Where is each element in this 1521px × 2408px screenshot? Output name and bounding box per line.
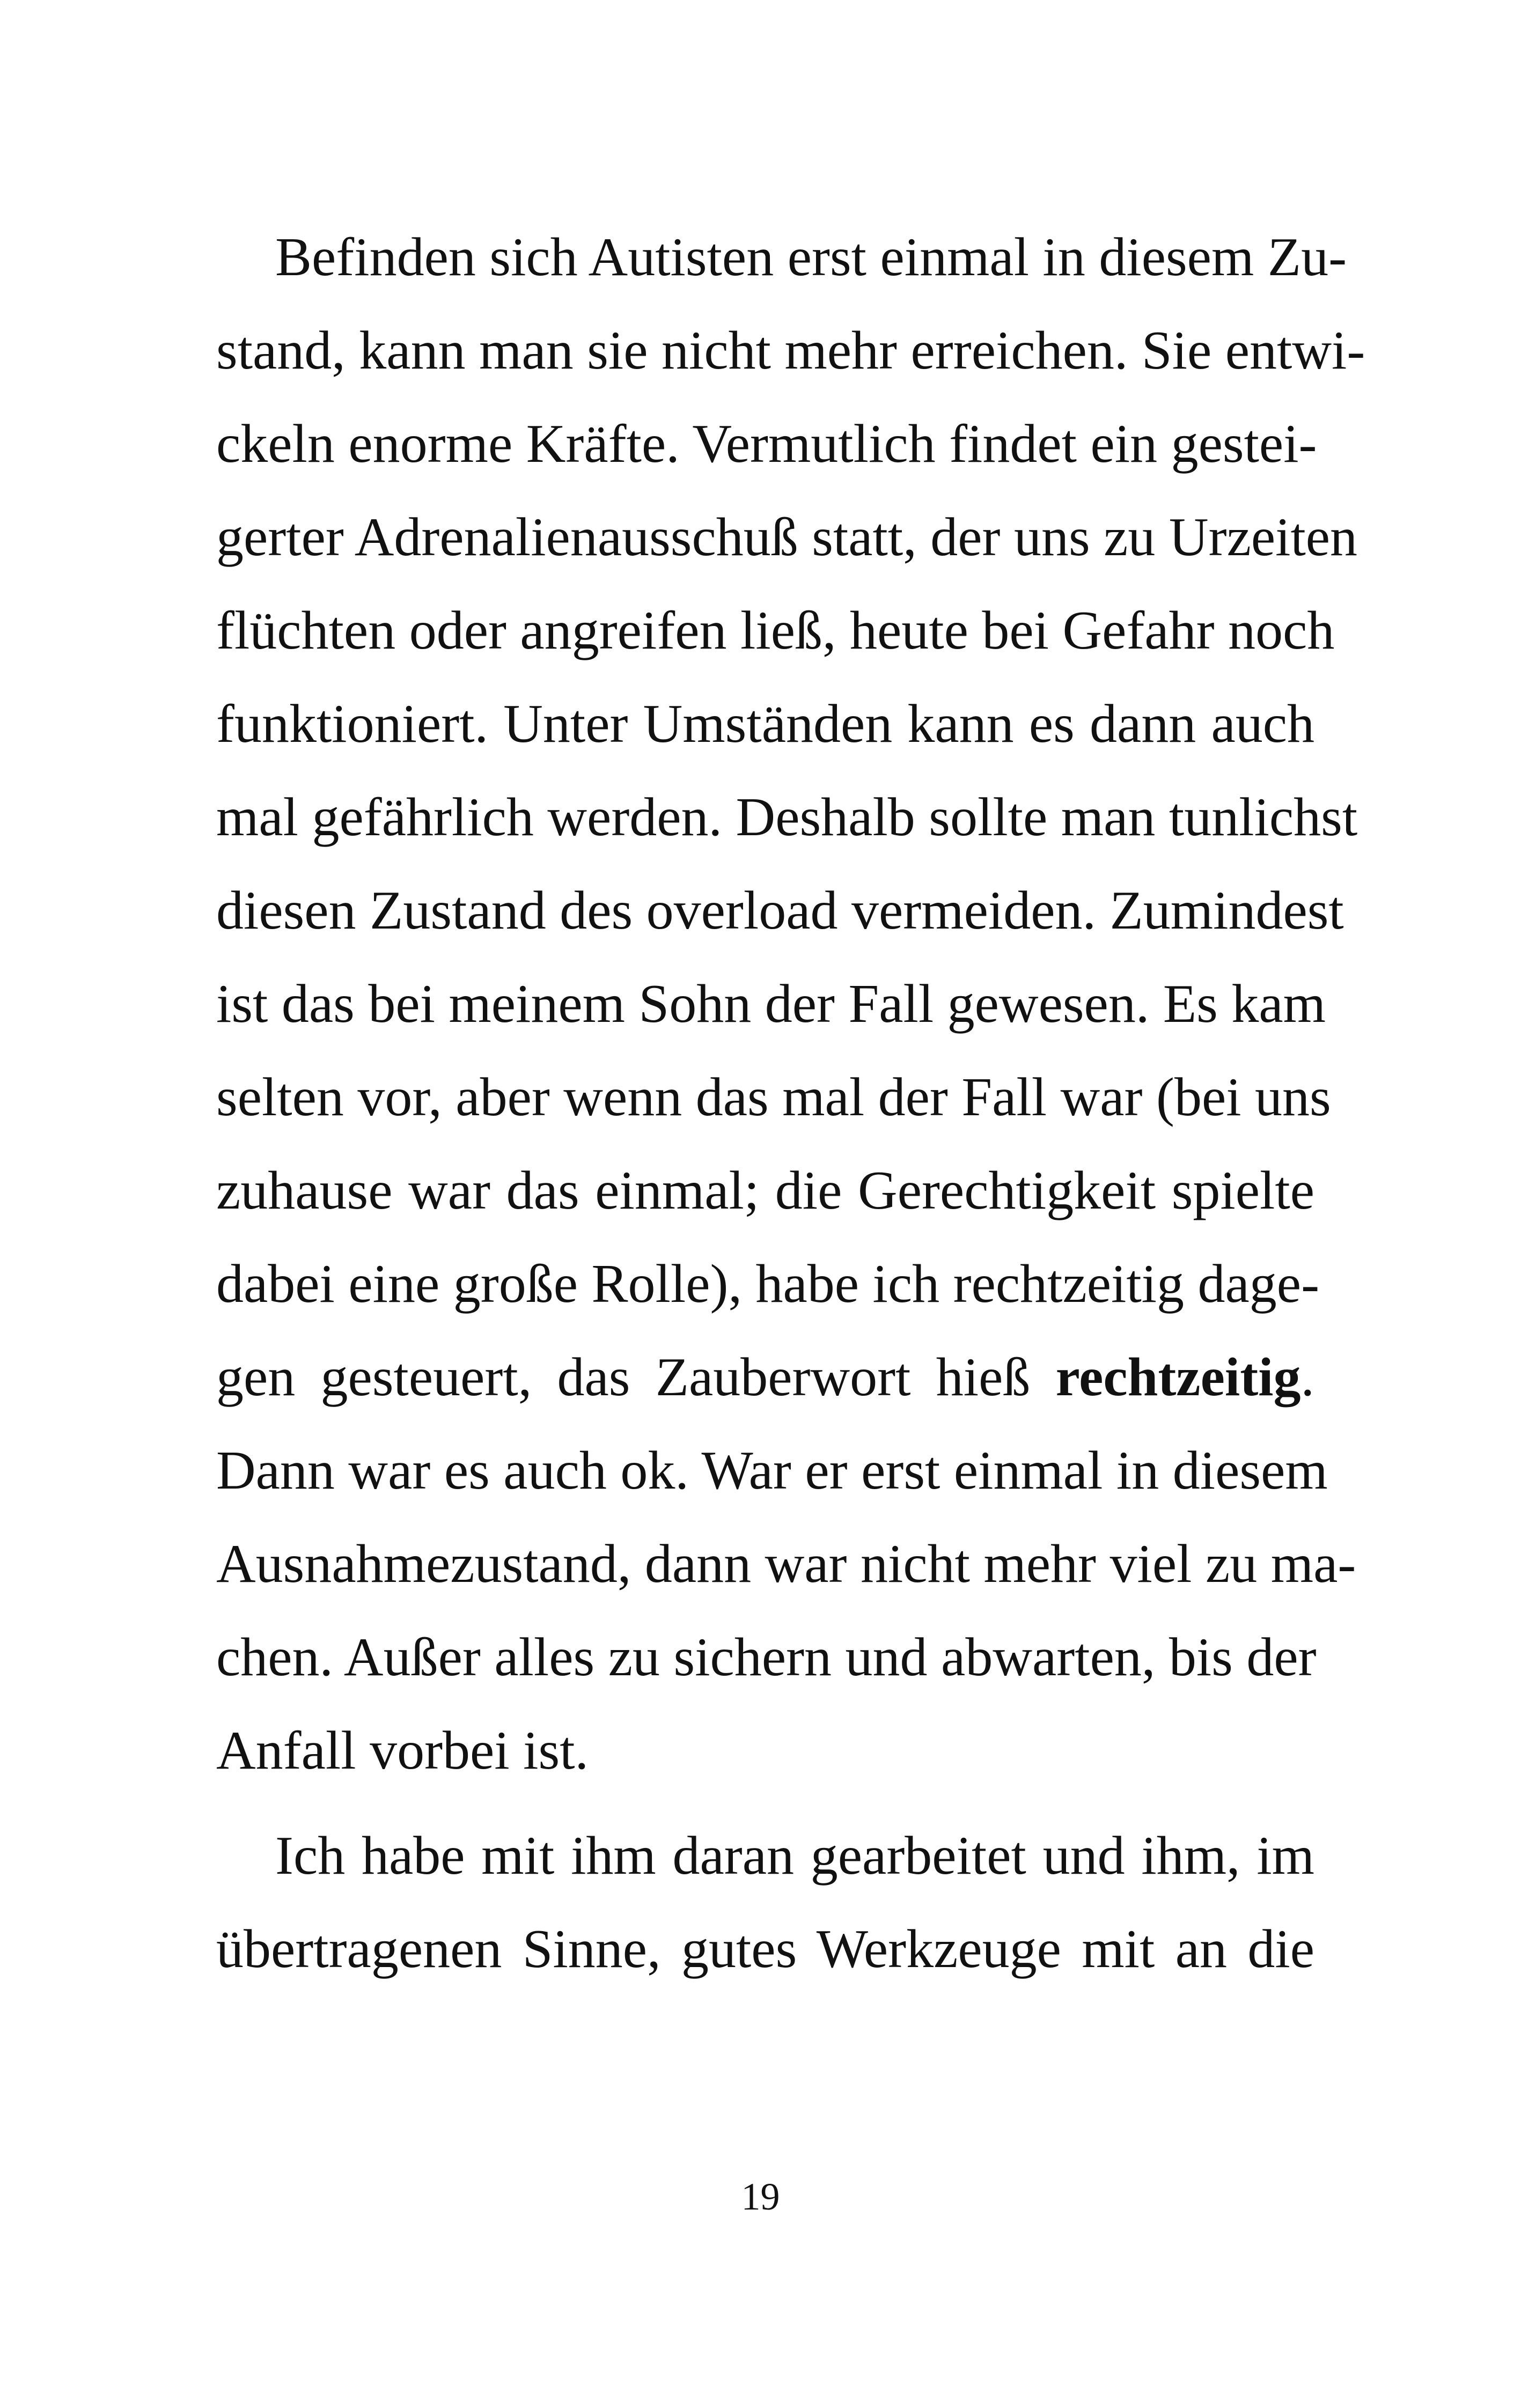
text-line: flüchten oder angreifen ließ, heute bei Gefahr noch [216, 600, 1335, 661]
text-line: Ich habe mit ihm daran gearbeitet und ihm, im [275, 1825, 1314, 1886]
text-line: zuhause war das einmal; die Gerechtigkeit spielte [216, 1160, 1314, 1221]
text-line: übertragenen Sinne, gutes Werkzeuge mit an die [216, 1919, 1314, 1979]
text-line: selten vor, aber wenn das mal der Fall war (bei uns [216, 1067, 1331, 1128]
text-line: dabei eine große Rolle), habe ich rechtzeitig dage- [216, 1254, 1320, 1314]
text-line: funktioniert. Unter Umständen kann es dann auch [216, 694, 1314, 754]
text-line: Dann war es auch ok. War er erst einmal in diesem [216, 1440, 1328, 1501]
text-segment: gen gesteuert, das Zauberwort hieß [216, 1347, 1056, 1408]
text-line: stand, kann man sie nicht mehr erreichen. Sie entwi- [216, 320, 1365, 381]
text-line: Befinden sich Autisten erst einmal in diesem Zu- [275, 227, 1347, 288]
emphasized-word: rechtzeitig [1055, 1347, 1301, 1408]
text-line: ckeln enorme Kräfte. Vermutlich findet ein gestei- [216, 414, 1317, 474]
text-segment: . [1300, 1347, 1314, 1408]
text-line: mal gefährlich werden. Deshalb sollte man tunlichst [216, 787, 1358, 848]
text-line: Ausnahmezustand, dann war nicht mehr viel zu ma- [216, 1534, 1356, 1594]
text-line: Anfall vorbei ist. [216, 1720, 589, 1781]
text-line: ist das bei meinem Sohn der Fall gewesen. Es kam [216, 974, 1326, 1034]
text-line: chen. Außer alles zu sichern und abwarten, bis der [216, 1627, 1317, 1688]
text-line: diesen Zustand des overload vermeiden. Zumindest [216, 880, 1344, 941]
text-line-with-emphasis [216, 1345, 1314, 1410]
page-number: 19 [741, 2175, 780, 2218]
text-line: gerter Adrenalienausschuß statt, der uns zu Urzeiten [216, 507, 1358, 568]
